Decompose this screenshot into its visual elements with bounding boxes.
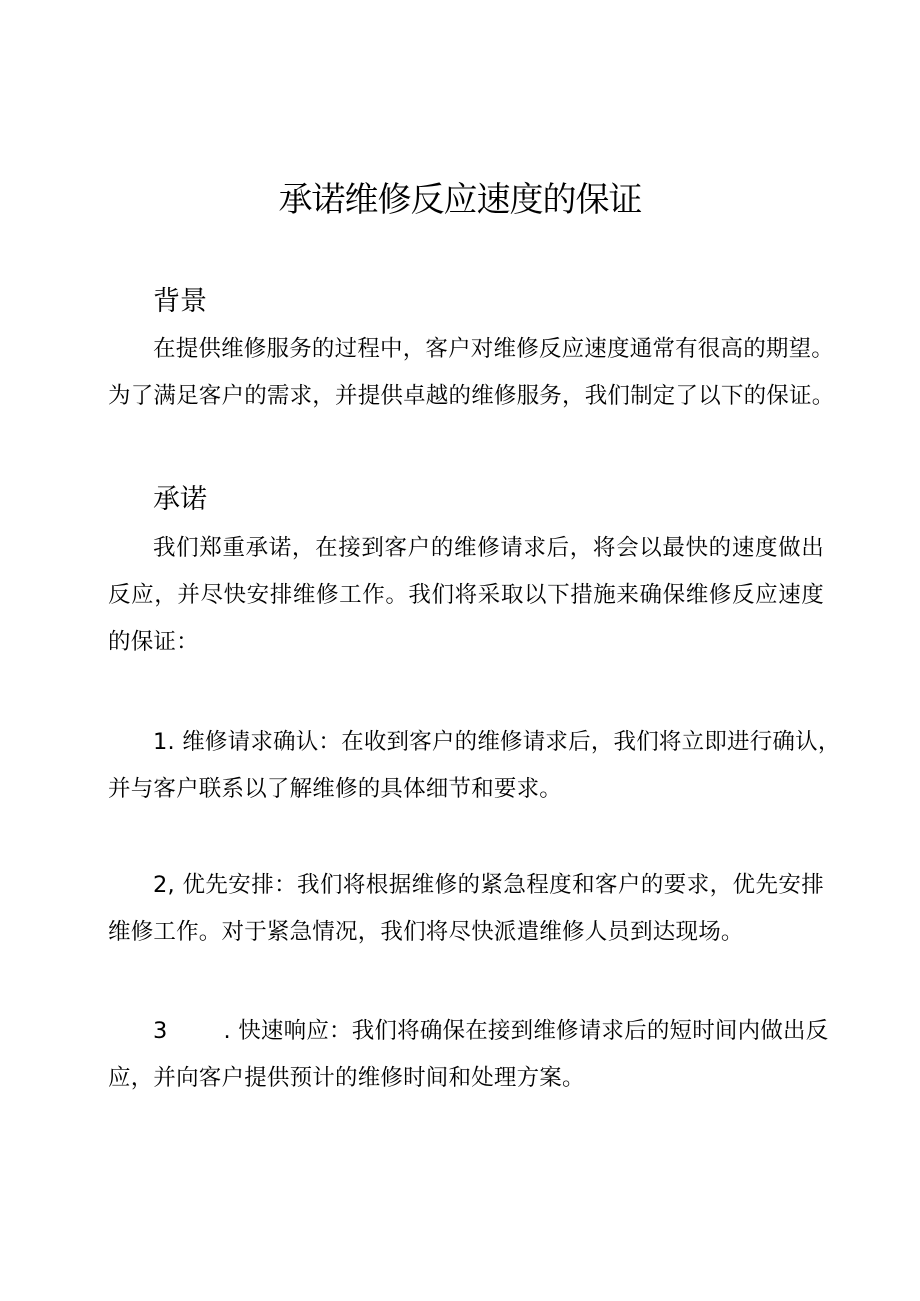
measure-item-2 bbox=[108, 862, 824, 956]
document-title: 承诺维修反应速度的保证 bbox=[278, 180, 642, 220]
paragraph-line: 并与客户联系以了解维修的具体细节和要求。 bbox=[108, 776, 563, 802]
item-text: . 快速响应：我们将确保在接到维修请求后的短时间内做出反 bbox=[223, 1018, 829, 1044]
measure-item-3 bbox=[108, 1008, 829, 1102]
item-number: 3 bbox=[153, 1018, 168, 1044]
paragraph-line: 反应，并尽快安排维修工作。我们将采取以下措施来确保维修反应速度 bbox=[108, 582, 824, 608]
paragraph-line: 的保证： bbox=[108, 629, 199, 655]
measure-item-1 bbox=[108, 719, 841, 813]
paragraph-line: 2, 优先安排：我们将根据维修的紧急程度和客户的要求，优先安排 bbox=[153, 872, 824, 898]
section-heading-commitment: 承诺 bbox=[153, 484, 207, 515]
paragraph-line: 应，并向客户提供预计的维修时间和处理方案。 bbox=[108, 1065, 585, 1091]
background-paragraph bbox=[108, 326, 835, 420]
paragraph-line: 在提供维修服务的过程中，客户对维修反应速度通常有很高的期望。 bbox=[153, 336, 835, 362]
paragraph-line: 我们郑重承诺，在接到客户的维修请求后，将会以最快的速度做出 bbox=[153, 535, 824, 561]
section-heading-background: 背景 bbox=[153, 286, 207, 317]
paragraph-line-first bbox=[108, 1008, 829, 1055]
paragraph-line: 为了满足客户的需求，并提供卓越的维修服务，我们制定了以下的保证。 bbox=[108, 383, 835, 409]
paragraph-line: 1. 维修请求确认：在收到客户的维修请求后，我们将立即进行确认， bbox=[153, 729, 841, 755]
commitment-paragraph bbox=[108, 525, 824, 666]
paragraph-line: 维修工作。对于紧急情况，我们将尽快派遣维修人员到达现场。 bbox=[108, 919, 744, 945]
